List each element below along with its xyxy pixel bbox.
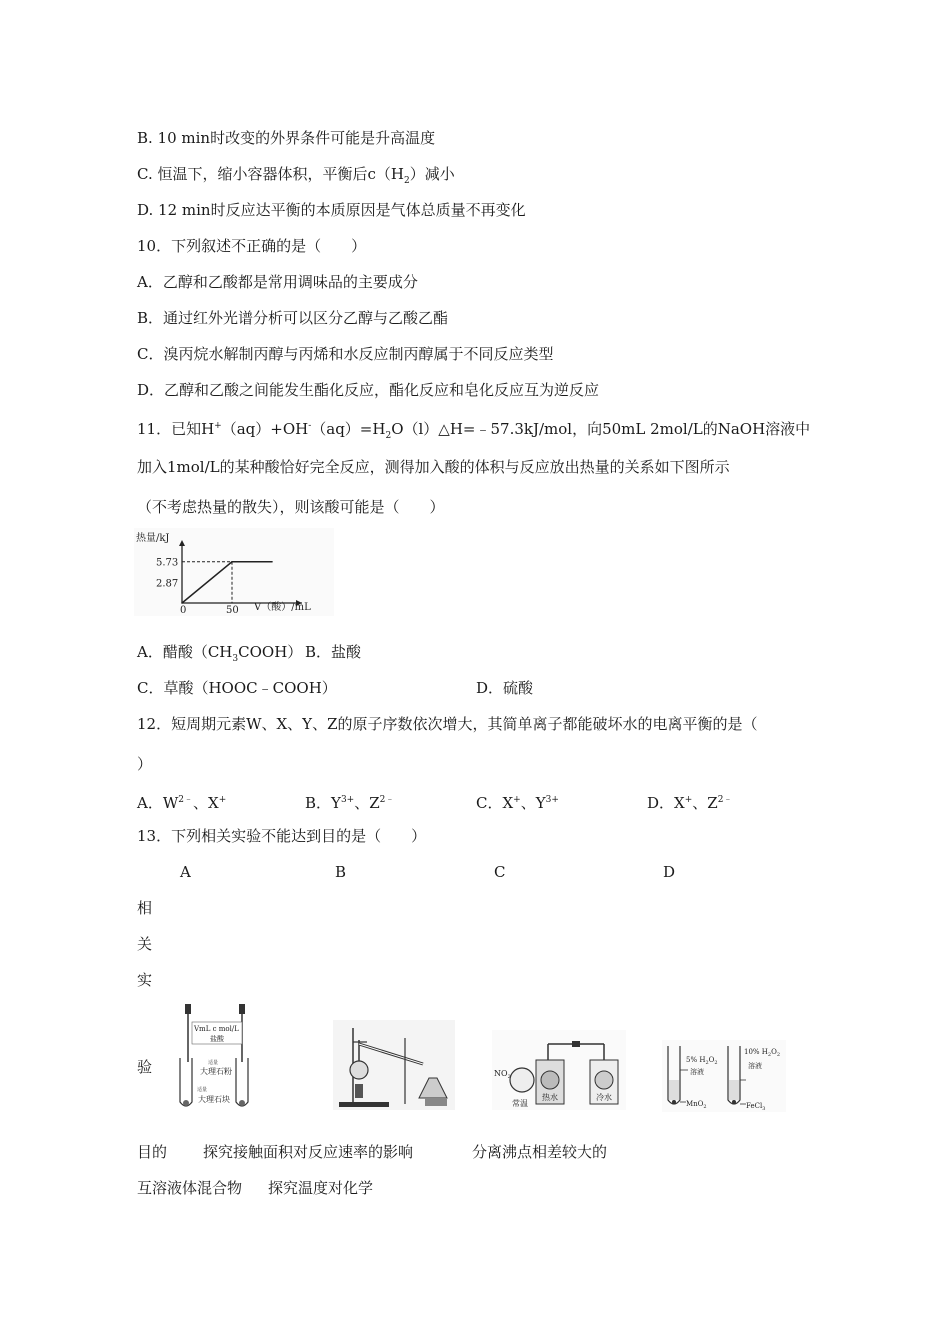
svg-text:大理石块: 大理石块 [198, 1095, 230, 1104]
option-9d: D. 12 min时反应达平衡的本质原因是气体总质量不再变化 [137, 201, 526, 219]
option-10b: B．通过红外光谱分析可以区分乙醇与乙酸乙酯 [137, 309, 449, 327]
question-13: 13．下列相关实验不能达到目的是（ ） [137, 827, 427, 845]
row-label-char-2: 关 [137, 935, 153, 953]
purpose-c: 探究温度对化学 [268, 1179, 374, 1197]
option-11c: C．草酸（HOOC﹣COOH） [137, 679, 337, 697]
svg-text:10% H2O2: 10% $H_2O_2$ [744, 1048, 781, 1058]
svg-text:大理石粉: 大理石粉 [200, 1067, 232, 1076]
row-label-char-1: 相 [137, 899, 153, 917]
svg-text:NO2: $NO_2$ [494, 1069, 511, 1080]
svg-text:冷水: 冷水 [596, 1093, 612, 1102]
svg-text:常温: 常温 [512, 1099, 528, 1108]
chart-y-tick-label: 2.87 [156, 578, 179, 590]
purpose-b-line1: 分离沸点相差较大的 [472, 1143, 608, 1161]
question-12-line2: ） [137, 755, 153, 773]
purpose-a: 探究接触面积对反应速率的影响 [203, 1143, 414, 1161]
option-10d: D．乙醇和乙酸之间能发生酯化反应，酯化反应和皂化反应互为逆反应 [137, 381, 600, 399]
svg-text:适量: 适量 [197, 1087, 208, 1093]
chart-point [231, 561, 233, 563]
purpose-label: 目的 [137, 1143, 168, 1161]
question-12-line1: 12．短周期元素W、X、Y、Z的原子序数依次增大，其简单离子都能破坏水的电离平衡的是（ [137, 715, 758, 733]
question-11-line3: （不考虑热量的散失），则该酸可能是（ ） [137, 498, 445, 516]
svg-text:MnO2: MnO$_2$ [686, 1100, 707, 1110]
option-12d: D．X+、$Z^{2﹣}$ [647, 794, 733, 812]
row-label-char-4: 验 [137, 1058, 153, 1076]
column-header-b: B [335, 863, 347, 881]
svg-text:5% H2O2: 5% $H_2O_2$ [686, 1056, 718, 1066]
svg-text:VmL c mol/L: VmL c mol/L [194, 1025, 239, 1033]
chart-ylabel: 热量/kJ [136, 533, 170, 544]
option-11d: D．硫酸 [476, 679, 534, 697]
question-11-line2: 加入1mol/L的某种酸恰好完全反应，测得加入酸的体积与反应放出热量的关系如下图所示 [137, 458, 730, 476]
column-header-d: D [663, 863, 676, 881]
option-10a: A．乙醇和乙酸都是常用调味品的主要成分 [137, 273, 418, 291]
chart-x-tick-label: 50 [226, 605, 239, 616]
column-header-a: A [180, 863, 191, 881]
purpose-b-line2: 互溶液体混合物 [137, 1179, 243, 1197]
svg-text:溶液: 溶液 [748, 1062, 762, 1070]
apparatus-d-h2o2-catalyst [662, 1040, 786, 1112]
chart-y-tick-label: 5.73 [156, 557, 179, 569]
question-11-line1: 11．已知$H^+(aq)+OH^-(aq)=H_2O(l)\triangle H=﹣57.3kJ$/mol，向50mL 2mol/L的NaOH溶液中 [137, 420, 811, 441]
option-9b: B. 10 min时改变的外界条件可能是升高温度 [137, 129, 436, 147]
svg-text:盐酸: 盐酸 [210, 1035, 224, 1043]
chart-point [271, 561, 273, 563]
chart-xlabel: V（酸）/mL [254, 602, 311, 613]
heat-volume-chart [134, 528, 334, 616]
svg-text:溶液: 溶液 [690, 1068, 704, 1076]
svg-text:热水: 热水 [542, 1093, 558, 1102]
apparatus-c-no2-temperature [492, 1030, 626, 1110]
chart-point [181, 602, 183, 604]
option-12c: C．X+、$Y^{3+}$ [476, 794, 559, 812]
option-11b: B．盐酸 [305, 643, 362, 661]
option-12a: A．$W^{2﹣}$、X+ [137, 794, 227, 812]
option-10c: C．溴丙烷水解制丙醇与丙烯和水反应制丙醇属于不同反应类型 [137, 345, 554, 363]
svg-text:FeCl3: FeCl$_3$ [746, 1102, 766, 1112]
option-12b: B．$Y^{3+}$、$Z^{2﹣}$ [305, 794, 395, 812]
question-10: 10．下列叙述不正确的是（ ） [137, 237, 367, 255]
apparatus-b-distillation [333, 1020, 455, 1110]
option-9c: C. 恒温下，缩小容器体积，平衡后$c(H_2)$减小 [137, 165, 455, 186]
apparatus-a-test-tubes [172, 1002, 260, 1112]
svg-text:适量: 适量 [208, 1060, 219, 1066]
column-header-c: C [494, 863, 506, 881]
option-11a: A．醋酸$(CH_3COOH)$ [137, 643, 303, 664]
row-label-char-3: 实 [137, 971, 153, 989]
chart-y-tick-label: 0 [180, 605, 187, 616]
